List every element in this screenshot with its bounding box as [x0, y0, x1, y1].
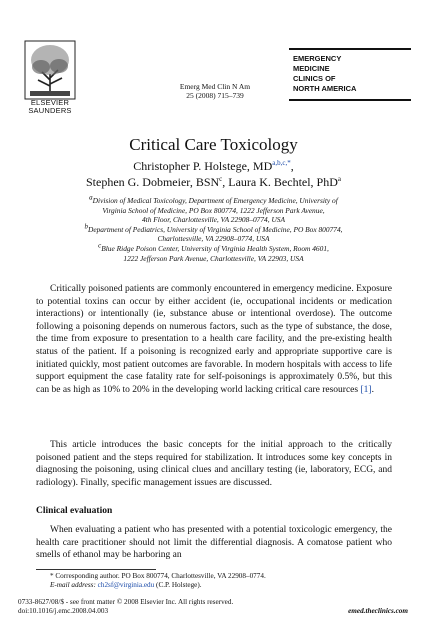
journal-name: Emerg Med Clin N Am [179, 82, 251, 91]
affiliation-mark: a [89, 193, 93, 202]
journal-reference [150, 82, 280, 100]
affiliation-line: Division of Medical Toxicology, Department of Emergency Medicine, University of [92, 196, 338, 205]
doi-line: doi:10.1016/j.emc.2008.04.003 [18, 607, 109, 615]
author-name: Christopher P. Holstege, MD [133, 159, 273, 173]
author-list [0, 158, 427, 190]
series-title-box [289, 48, 411, 101]
affiliation-a [30, 193, 397, 225]
affiliation-c [30, 241, 397, 263]
affiliation-line: Virginia School of Medicine, PO Box 800774, 1222 Jefferson Park Avenue, [102, 205, 325, 215]
author-name: Stephen G. Dobmeier, BSN [85, 175, 220, 189]
author-affiliation-mark: c [219, 175, 223, 183]
affiliation-mark: c [98, 241, 102, 250]
affiliation-line: Blue Ridge Poison Center, University of Virginia Health System, Room 4601, [101, 243, 329, 253]
affiliations [30, 193, 397, 263]
journal-website-link[interactable]: emed.theclinics.com [348, 607, 408, 615]
email-suffix: (C.P. Holstege). [154, 581, 202, 589]
paragraph-end: . [371, 384, 374, 395]
paragraph-text: Critically poisoned patients are commonly encountered in emergency medicine. Exposure to potential toxins can occur by either accident (ie, occupational incidents or medication interactions) or intentionally (ie, substance abuse or intentional overdose). The outcome following a poisoning depends on numerous factors, such as the type of substance, the dose, the time from exposure to presentation to a health care facility, and the pre-existing health status of the patient. If a poisoning is recognized early and appropriate supportive care is initiated quickly, most patient outcomes are favorable. In modern hospitals with access to life support equipment the case fatality rate for self-poisonings is approximately 0.5%, but this can be as high as 10% to 20% in the developing world lacking critical care resources [36, 284, 392, 395]
affiliation-line: 4th Floor, Charlottesville, VA 22908–0774, USA [141, 215, 285, 225]
affiliation-b [30, 222, 397, 244]
affiliation-line: Department of Pediatrics, University of Virginia School of Medicine, PO Box 800774, [87, 224, 343, 234]
journal-volume-pages: 25 (2008) 715–739 [186, 91, 244, 100]
page-footer [18, 598, 408, 616]
body-paragraph [36, 283, 392, 396]
author-affiliation-mark: a [337, 175, 342, 183]
body-paragraph: When evaluating a patient who has presented with a potential toxicologic emergency, the health care practitioner should not limit the differential diagnosis. A comatose patient who smells of ethanol may be harboring an [36, 525, 392, 561]
email-link[interactable]: ch2sf@virginia.edu [97, 581, 155, 589]
series-line: EMERGENCY [293, 54, 342, 63]
series-line: CLINICS OF [293, 74, 336, 83]
email-line [36, 581, 392, 590]
author-affiliation-link[interactable]: a,b,c, [272, 159, 288, 167]
email-label: E-mail address: [50, 581, 96, 589]
publisher-name: ELSEVIER SAUNDERS [28, 98, 72, 115]
corresponding-author-note: * Corresponding author. PO Box 800774, Charlottesville, VA 22908–0774. [50, 572, 266, 580]
author-separator: , [222, 175, 229, 189]
copyright-line: 0733-8627/08/$ - see front matter © 2008 Elsevier Inc. All rights reserved. [18, 598, 234, 606]
series-line: NORTH AMERICA [293, 84, 357, 93]
footnote-divider [36, 569, 156, 570]
series-line: MEDICINE [293, 64, 330, 73]
article-title: Critical Care Toxicology [129, 135, 298, 154]
author-name: Laura K. Bechtel, PhD [228, 175, 338, 189]
affiliation-line: 1222 Jefferson Park Avenue, Charlottesville, VA 22903, USA [123, 253, 304, 263]
elsevier-tree-logo-icon [24, 40, 76, 100]
citation-link[interactable]: [1] [360, 384, 372, 395]
corresponding-author-link[interactable]: * [287, 159, 291, 167]
footnote [36, 572, 392, 590]
affiliation-line: Charlottesville, VA 22908–0774, USA [157, 234, 270, 244]
author-separator: , [290, 159, 294, 173]
section-heading: Clinical evaluation [36, 506, 113, 516]
affiliation-mark: b [84, 222, 88, 231]
body-paragraph: This article introduces the basic concepts for the initial approach to the critically poisoned patient and the steps required for stabilization. It introduces some key concepts in diagnosing the poisoning, using clinical clues and ancillary testing (ie, laboratory, ECG, and radiology). Finally, specific management issues are discussed. [36, 440, 392, 488]
